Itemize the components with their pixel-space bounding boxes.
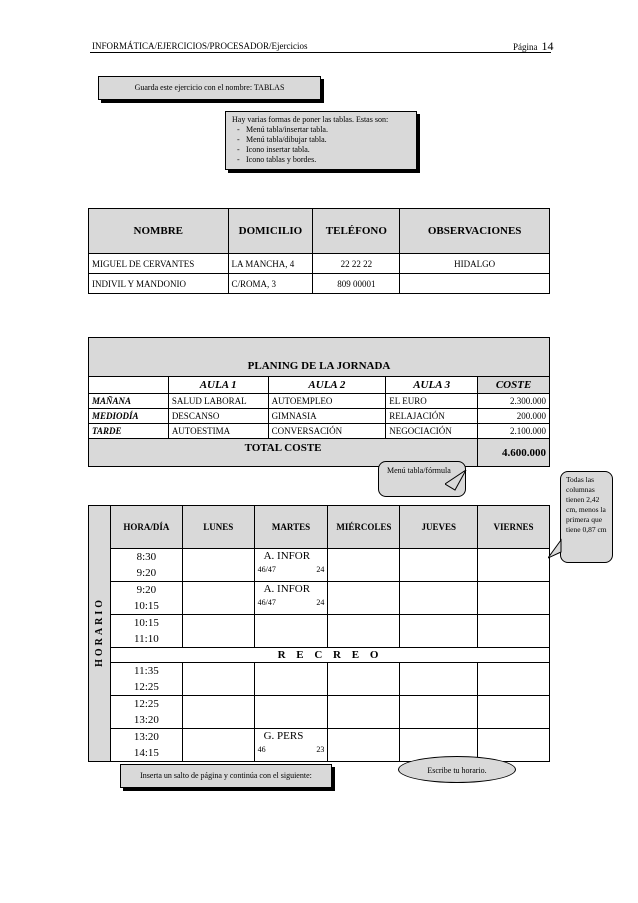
schedule-side-label: HORARIO xyxy=(89,506,111,762)
table-cell: 809 00001 xyxy=(313,274,400,294)
table-row xyxy=(89,696,550,729)
column-header: HORA/DÍA xyxy=(110,506,182,549)
table-methods-list xyxy=(232,125,410,165)
column-header: OBSERVACIONES xyxy=(400,209,550,254)
table-method: - Menú tabla/insertar tabla. xyxy=(232,125,410,135)
planning-title: PLANING DE LA JORNADA xyxy=(89,338,550,377)
table-cell: GIMNASIA xyxy=(268,409,386,424)
table-cell: LA MANCHA, 4 xyxy=(228,254,313,274)
total-value: 4.600.000 xyxy=(478,439,550,467)
column-header: AULA 3 xyxy=(386,377,478,394)
table-method: - Icono insertar tabla. xyxy=(232,145,410,155)
table-row xyxy=(89,424,550,439)
table-header-row xyxy=(89,377,550,394)
column-header: AULA 1 xyxy=(168,377,268,394)
page-label: Página xyxy=(513,42,538,52)
row-label: MEDIODÍA xyxy=(89,409,169,424)
total-row xyxy=(89,439,550,467)
table-cell: RELAJACIÓN xyxy=(386,409,478,424)
table-cell: AUTOEMPLEO xyxy=(268,394,386,409)
callout-tail-icon xyxy=(445,470,475,492)
table-cell: SALUD LABORAL xyxy=(168,394,268,409)
time-slot: 12:25 13:20 xyxy=(110,696,182,729)
table-cell: AUTOESTIMA xyxy=(168,424,268,439)
row-label: TARDE xyxy=(89,424,169,439)
table-cell: MIGUEL DE CERVANTES xyxy=(89,254,229,274)
column-header: COSTE xyxy=(478,377,550,394)
recreo-row xyxy=(89,648,550,663)
planning-table xyxy=(88,337,550,467)
menu-formula-callout: Menú tabla/fórmula xyxy=(378,461,466,497)
table-row xyxy=(89,663,550,696)
table-row xyxy=(89,582,550,615)
table-row xyxy=(89,254,550,274)
time-slot: 9:20 10:15 xyxy=(110,582,182,615)
table-cell: HIDALGO xyxy=(400,254,550,274)
time-slot: 13:20 14:15 xyxy=(110,729,182,762)
table-method: - Menú tabla/dibujar tabla. xyxy=(232,135,410,145)
table-cell: EL EURO xyxy=(386,394,478,409)
time-slot: 11:35 12:25 xyxy=(110,663,182,696)
column-header: MIÉRCOLES xyxy=(328,506,400,549)
contacts-table xyxy=(88,208,550,294)
table-row xyxy=(89,274,550,294)
time-slot: 10:15 11:10 xyxy=(110,615,182,648)
table-methods-note xyxy=(225,111,417,170)
class-cell: A. INFOR 46/47 24 xyxy=(254,549,328,582)
class-cell: A. INFOR 46/47 24 xyxy=(254,582,328,615)
table-cell: 22 22 22 xyxy=(313,254,400,274)
column-header: DOMICILIO xyxy=(228,209,313,254)
column-header xyxy=(89,377,169,394)
row-label: MAÑANA xyxy=(89,394,169,409)
schedule-callout: Escribe tu horario. xyxy=(398,756,516,783)
save-instruction: Guarda este ejercicio con el nombre: TABLAS xyxy=(98,76,321,100)
column-header: AULA 2 xyxy=(268,377,386,394)
column-header: NOMBRE xyxy=(89,209,229,254)
page-break-instruction: Inserta un salto de página y continúa con el siguiente: xyxy=(120,764,332,788)
header-divider xyxy=(90,52,551,53)
table-row xyxy=(89,394,550,409)
time-slot: 8:30 9:20 xyxy=(110,549,182,582)
column-header: LUNES xyxy=(182,506,254,549)
table-row xyxy=(89,409,550,424)
table-cell: INDIVIL Y MANDONIO xyxy=(89,274,229,294)
class-cell: G. PERS 46 23 xyxy=(254,729,328,762)
column-header: MARTES xyxy=(254,506,328,549)
column-header: VIERNES xyxy=(478,506,550,549)
table-header-row xyxy=(89,209,550,254)
schedule-table xyxy=(88,505,550,762)
page-number-value: 14 xyxy=(541,39,554,53)
table-header-row xyxy=(89,506,550,549)
table-methods-intro: Hay varias formas de poner las tablas. Estas son: xyxy=(232,115,389,124)
callout-tail-icon xyxy=(548,538,564,562)
table-cell: 200.000 xyxy=(478,409,550,424)
table-cell xyxy=(400,274,550,294)
table-cell: 2.300.000 xyxy=(478,394,550,409)
table-cell: DESCANSO xyxy=(168,409,268,424)
header-path: INFORMÁTICA/EJERCICIOS/PROCESADOR/Ejercicios xyxy=(92,41,308,51)
table-cell: 2.100.000 xyxy=(478,424,550,439)
column-width-callout: Todas las columnas tienen 2,42 cm, menos la primera que tiene 0,87 cm xyxy=(560,471,613,563)
recreo-label: R E C R E O xyxy=(110,648,549,663)
column-header: JUEVES xyxy=(400,506,478,549)
total-label: TOTAL COSTE xyxy=(89,439,478,467)
table-row xyxy=(89,615,550,648)
table-cell: CONVERSACIÓN xyxy=(268,424,386,439)
column-header: TELÉFONO xyxy=(313,209,400,254)
table-cell: NEGOCIACIÓN xyxy=(386,424,478,439)
table-cell: C/ROMA, 3 xyxy=(228,274,313,294)
table-row xyxy=(89,549,550,582)
table-method: - Icono tablas y bordes. xyxy=(232,155,410,165)
